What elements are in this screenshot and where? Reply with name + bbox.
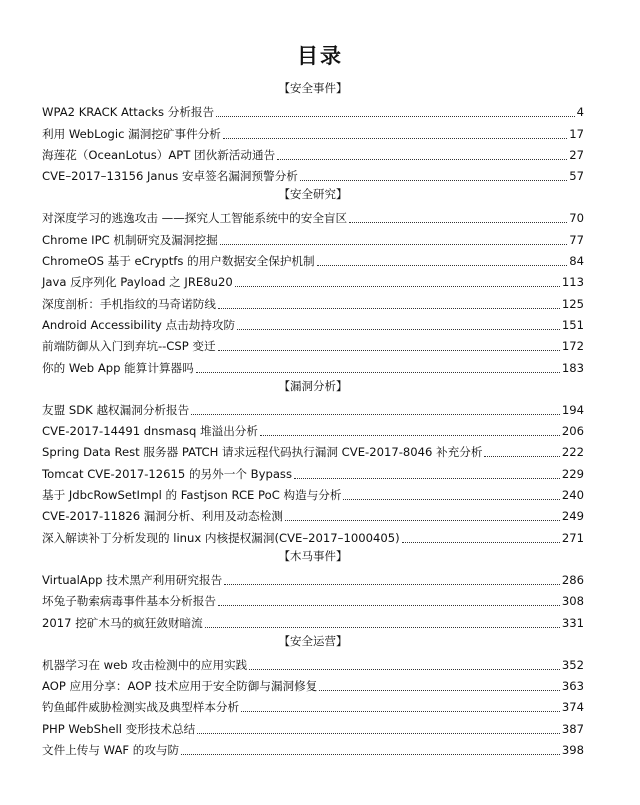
entry-title: 深度剖析：手机指纹的马奇诺防线 xyxy=(42,296,216,311)
toc-entry[interactable] xyxy=(42,524,584,545)
toc-entry[interactable] xyxy=(42,99,584,120)
toc-entry[interactable] xyxy=(42,460,584,481)
toc-entry[interactable] xyxy=(42,269,584,290)
entry-page-number: 194 xyxy=(561,402,584,417)
entry-title: 2017 挖矿木马的疯狂敛财暗流 xyxy=(42,615,203,630)
dot-leader xyxy=(216,116,574,117)
entry-title: Java 反序列化 Payload 之 JRE8u20 xyxy=(42,275,233,290)
entry-title: CVE-2017-11826 漏洞分析、利用及动态检测 xyxy=(42,509,283,524)
toc-entry[interactable] xyxy=(42,205,584,226)
dot-leader xyxy=(223,138,567,139)
dot-leader xyxy=(285,520,560,521)
entry-page-number: 57 xyxy=(569,169,584,184)
entry-page-number: 172 xyxy=(561,339,584,354)
entry-title: WPA2 KRACK Attacks 分析报告 xyxy=(42,105,215,120)
entry-page-number: 113 xyxy=(561,275,584,290)
entry-page-number: 271 xyxy=(561,530,584,545)
dot-leader xyxy=(402,542,560,543)
toc-entry[interactable] xyxy=(42,290,584,311)
entry-title: Chrome IPC 机制研究及漏洞挖掘 xyxy=(42,232,218,247)
entry-page-number: 363 xyxy=(561,679,584,694)
toc-entry[interactable] xyxy=(42,163,584,184)
entry-title: AOP 应用分享：AOP 技术应用于安全防御与漏洞修复 xyxy=(42,679,318,694)
entry-title: 钓鱼邮件威胁检测实战及典型样本分析 xyxy=(42,700,240,715)
dot-leader xyxy=(260,435,560,436)
entry-page-number: 286 xyxy=(561,572,584,587)
dot-leader xyxy=(484,456,559,457)
dot-leader xyxy=(343,499,559,500)
section-heading: 【安全研究】 xyxy=(278,187,348,202)
dot-leader xyxy=(197,733,560,734)
entry-page-number: 206 xyxy=(561,424,584,439)
entry-title: VirtualApp 技术黑产利用研究报告 xyxy=(42,572,223,587)
entry-page-number: 331 xyxy=(561,615,584,630)
entry-page-number: 17 xyxy=(569,126,584,141)
section-heading: 【木马事件】 xyxy=(278,548,348,563)
dot-leader xyxy=(218,605,560,606)
entry-title: 你的 Web App 能算计算器吗 xyxy=(42,360,194,375)
toc-entry[interactable] xyxy=(42,248,584,269)
entry-page-number: 151 xyxy=(561,317,584,332)
dot-leader xyxy=(294,478,560,479)
toc-entry[interactable] xyxy=(42,418,584,439)
table-of-contents xyxy=(42,78,584,758)
dot-leader xyxy=(191,414,560,415)
toc-entry[interactable] xyxy=(42,609,584,630)
toc-entry[interactable] xyxy=(42,226,584,247)
toc-entry[interactable] xyxy=(42,333,584,354)
toc-entry[interactable] xyxy=(42,354,584,375)
toc-entry[interactable] xyxy=(42,715,584,736)
entry-page-number: 84 xyxy=(569,254,584,269)
dot-leader xyxy=(241,711,560,712)
entry-page-number: 27 xyxy=(569,147,584,162)
entry-page-number: 308 xyxy=(561,594,584,609)
entry-title: Spring Data Rest 服务器 PATCH 请求远程代码执行漏洞 CVE-2017-8046 补充分析 xyxy=(42,445,483,460)
toc-entry[interactable] xyxy=(42,142,584,163)
dot-leader xyxy=(237,329,560,330)
entry-page-number: 352 xyxy=(561,657,584,672)
toc-entry[interactable] xyxy=(42,120,584,141)
entry-page-number: 398 xyxy=(561,743,584,758)
dot-leader xyxy=(235,286,560,287)
entry-page-number: 77 xyxy=(569,232,584,247)
dot-leader xyxy=(277,159,567,160)
toc-entry[interactable] xyxy=(42,588,584,609)
entry-title: 海莲花（OceanLotus）APT 团伙新活动通告 xyxy=(42,147,276,162)
page-title: 目录 xyxy=(297,44,343,68)
toc-entry[interactable] xyxy=(42,567,584,588)
section-heading: 【安全运营】 xyxy=(278,633,348,648)
section-heading: 【漏洞分析】 xyxy=(278,378,348,393)
entry-page-number: 229 xyxy=(561,466,584,481)
entry-title: 友盟 SDK 越权漏洞分析报告 xyxy=(42,402,190,417)
entry-title: 深入解读补丁分析发现的 linux 内核提权漏洞(CVE–2017–1000405) xyxy=(42,530,400,545)
entry-title: CVE–2017–13156 Janus 安卓签名漏洞预警分析 xyxy=(42,169,298,184)
entry-page-number: 4 xyxy=(576,105,584,120)
dot-leader xyxy=(196,372,560,373)
entry-title: ChromeOS 基于 eCryptfs 的用户数据安全保护机制 xyxy=(42,254,315,269)
toc-entry[interactable] xyxy=(42,503,584,524)
toc-entry[interactable] xyxy=(42,694,584,715)
entry-title: Tomcat CVE-2017-12615 的另外一个 Bypass xyxy=(42,466,293,481)
entry-title: 基于 JdbcRowSetImpl 的 Fastjson RCE PoC 构造与分析 xyxy=(42,488,342,503)
entry-page-number: 240 xyxy=(561,488,584,503)
section-heading: 【安全事件】 xyxy=(278,81,348,95)
entry-title: PHP WebShell 变形技术总结 xyxy=(42,721,196,736)
entry-page-number: 70 xyxy=(569,211,584,226)
entry-title: Android Accessibility 点击劫持攻防 xyxy=(42,317,236,332)
entry-page-number: 222 xyxy=(561,445,584,460)
toc-entry[interactable] xyxy=(42,652,584,673)
dot-leader xyxy=(317,265,568,266)
dot-leader xyxy=(218,350,560,351)
toc-entry[interactable] xyxy=(42,312,584,333)
entry-title: 文件上传与 WAF 的攻与防 xyxy=(42,743,180,758)
entry-page-number: 183 xyxy=(561,360,584,375)
dot-leader xyxy=(205,627,560,628)
entry-title: 机器学习在 web 攻击检测中的应用实践 xyxy=(42,657,248,672)
dot-leader xyxy=(220,244,568,245)
dot-leader xyxy=(218,308,560,309)
dot-leader xyxy=(224,584,560,585)
dot-leader xyxy=(181,754,560,755)
entry-title: 前端防御从入门到弃坑--CSP 变迁 xyxy=(42,339,216,354)
entry-page-number: 387 xyxy=(561,721,584,736)
entry-title: 对深度学习的逃逸攻击 ——探究人工智能系统中的安全盲区 xyxy=(42,211,348,226)
entry-title: 坏兔子勒索病毒事件基本分析报告 xyxy=(42,594,216,609)
toc-entry[interactable] xyxy=(42,737,584,758)
toc-entry[interactable] xyxy=(42,397,584,418)
toc-entry[interactable] xyxy=(42,439,584,460)
dot-leader xyxy=(300,180,567,181)
entry-title: 利用 WebLogic 漏洞挖矿事件分析 xyxy=(42,126,221,141)
dot-leader xyxy=(319,690,560,691)
dot-leader xyxy=(249,669,560,670)
entry-title: CVE-2017-14491 dnsmasq 堆溢出分析 xyxy=(42,424,258,439)
toc-entry[interactable] xyxy=(42,482,584,503)
entry-page-number: 125 xyxy=(561,296,584,311)
entry-page-number: 374 xyxy=(561,700,584,715)
entry-page-number: 249 xyxy=(561,509,584,524)
toc-entry[interactable] xyxy=(42,673,584,694)
dot-leader xyxy=(349,222,567,223)
